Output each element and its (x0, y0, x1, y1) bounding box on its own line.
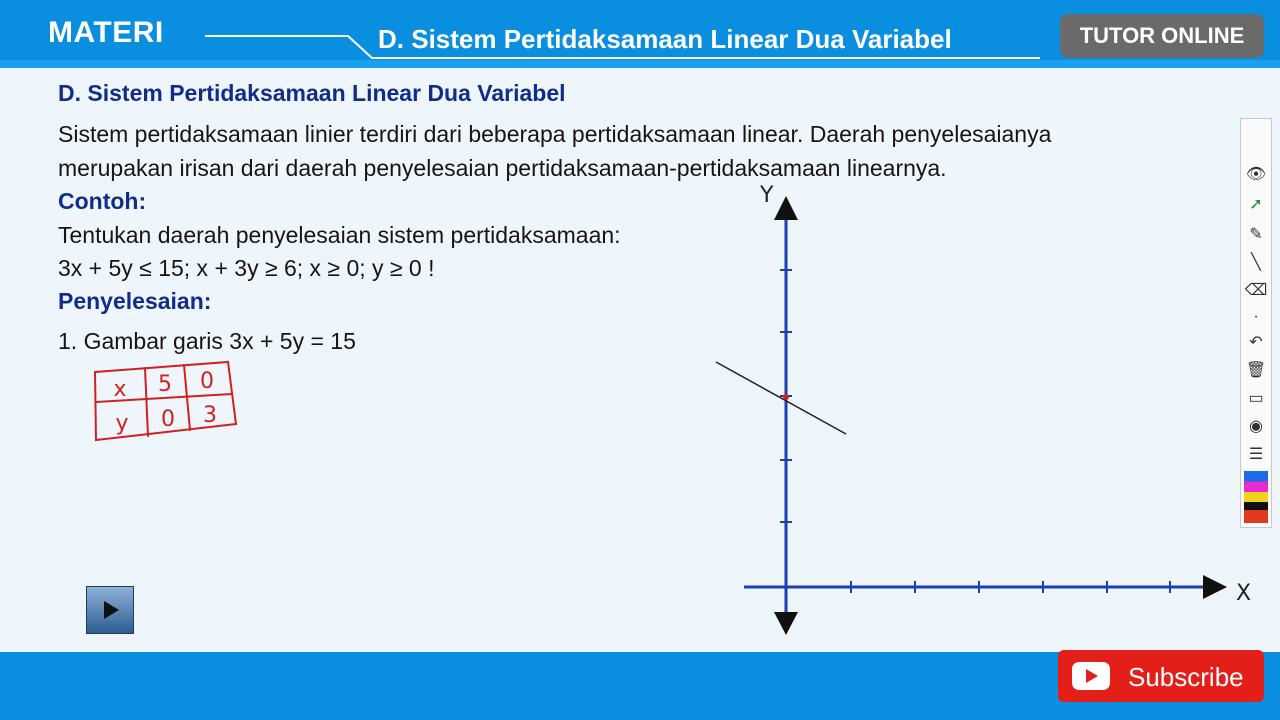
x-axis-arrow (1203, 575, 1227, 599)
subscribe-button[interactable] (1058, 650, 1264, 702)
clipboard-icon[interactable]: ☰ (1248, 446, 1264, 463)
paragraph-line-2: merupakan irisan dari daerah penyelesaian pertidaksamaan-pertidaksamaan linearnya. (58, 155, 947, 181)
trash-icon[interactable]: 🗑 (1245, 362, 1267, 379)
drawn-line (716, 362, 846, 434)
youtube-play-icon (1072, 662, 1110, 690)
header-bar (0, 0, 1280, 68)
section-title: D. Sistem Pertidaksamaan Linear Dua Variabel (58, 80, 566, 106)
y-axis-arrow-up (774, 196, 798, 220)
x-axis-label: X (1236, 581, 1252, 606)
annotation-toolbar (1240, 118, 1272, 528)
table-cell-x-1: 5 (158, 372, 172, 397)
header-title: D. Sistem Pertidaksamaan Linear Dua Variabel (378, 24, 952, 54)
pen-icon[interactable]: ╲ (1251, 254, 1261, 271)
eye-icon[interactable]: 👁 (1245, 166, 1267, 183)
solution-label: Penyelesaian: (58, 288, 212, 314)
dot-icon[interactable]: · (1253, 308, 1259, 325)
y-axis-arrow-down (774, 612, 798, 635)
table-cell-y-1: 0 (161, 407, 175, 432)
inequality-system: 3x + 5y ≤ 15; x + 3y ≥ 6; x ≥ 0; y ≥ 0 ! (58, 255, 435, 281)
intercept-point (783, 394, 789, 400)
undo-icon[interactable]: ↶ (1249, 334, 1263, 351)
highlighter-icon[interactable]: ✎ (1249, 226, 1263, 243)
task-text: Tentukan daerah penyelesaian sistem pertidaksamaan: (58, 222, 621, 248)
camera-icon[interactable]: ◉ (1249, 418, 1263, 435)
brand-label: MATERI (48, 16, 164, 49)
table-cell-y-2: 3 (203, 403, 217, 428)
table-cell-x-2: 0 (200, 369, 214, 394)
paragraph-line-1: Sistem pertidaksamaan linier terdiri dari beberapa pertidaksamaan linear. Daerah penyelesaianya (58, 121, 1052, 147)
eraser-icon[interactable]: ⌫ (1244, 282, 1268, 299)
play-button[interactable] (86, 586, 134, 634)
pointer-arrow-icon[interactable]: ➚ (1249, 196, 1263, 213)
tutor-online-badge: TUTOR ONLINE (1060, 14, 1264, 58)
example-label: Contoh: (58, 188, 147, 214)
play-icon (104, 601, 119, 619)
step-1-text: 1. Gambar garis 3x + 5y = 15 (58, 328, 356, 354)
table-cell-x-label: x (113, 377, 127, 402)
subscribe-label: Subscribe (1128, 662, 1244, 692)
handwritten-value-table (90, 358, 240, 448)
table-cell-y-label: y (115, 411, 129, 436)
y-axis-label: Y (760, 183, 774, 208)
coordinate-plane (700, 110, 1260, 640)
color-palette-icon[interactable] (1244, 471, 1268, 523)
projector-icon[interactable]: ▭ (1248, 390, 1264, 407)
